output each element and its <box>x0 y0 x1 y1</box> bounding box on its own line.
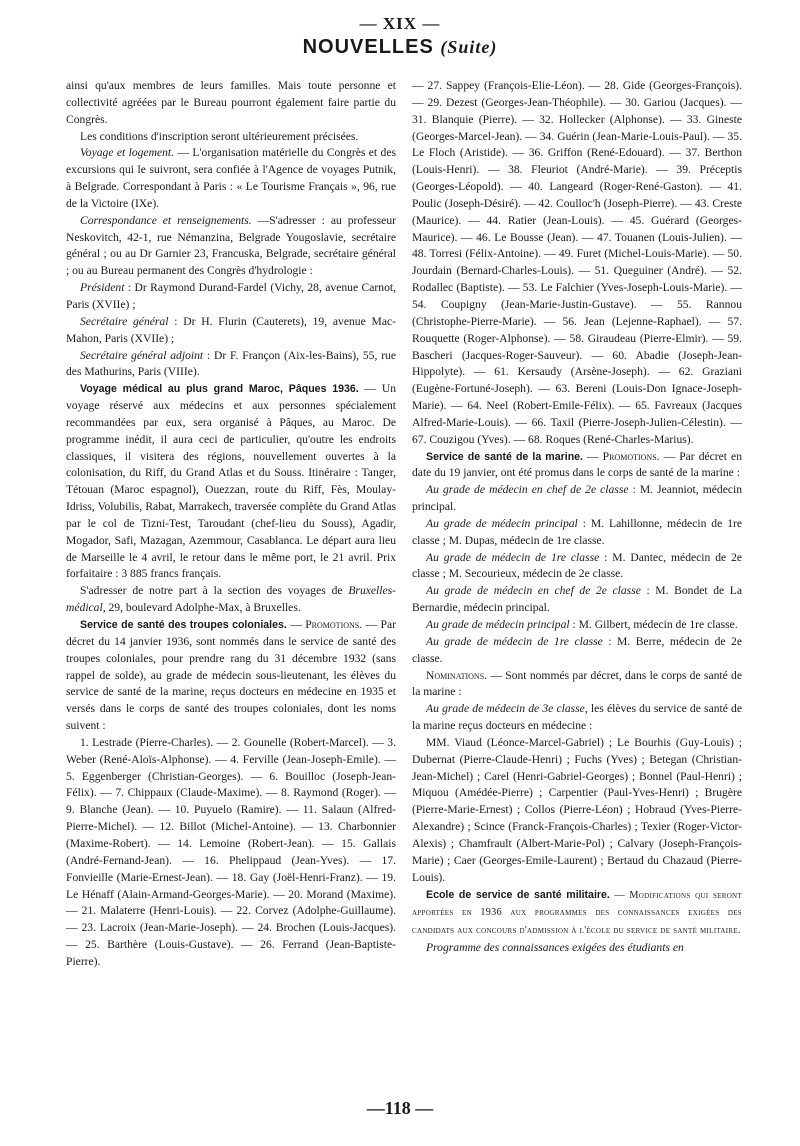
paragraph <box>412 449 742 483</box>
paragraph <box>412 550 742 584</box>
paragraph <box>66 314 396 348</box>
paragraph <box>66 348 396 382</box>
paragraph-heading: Correspondance et renseignements. <box>80 213 252 227</box>
section-title-text: NOUVELLES <box>302 36 434 58</box>
names-list: MM. Viaud (Léonce-Marcel-Gabriel) ; Le Bourhis (Guy-Louis) ; Dubernat (Pierre-Claude-Henri) ; Fuchs (Yves) ; Betegan (Christian-Jean-Michel) ; Carel (Henri-Gabriel-Georges) ; Bonnel (Paul-Henri) ; Miquou (Amédée-Pierre) ; Carpentier (Paul-Yves-Henri) ; Brugère (Pierre-Marie-Ernest) ; Collos (Pierre-Léon) ; Hobraud (Yves-Pierre-Alexandre) ; Scince (Franck-François-Charles) ; Texier (Roger-Victor-Alexis) ; Chamfrault (Albert-Marie-Pol) ; Calvary (Joseph-François-Marie) ; Caer (Georges-Emile-Laurent) ; Bertaud du Chazaud (Pierre-Louis). <box>412 735 742 884</box>
news-heading: Ecole de service de santé militaire. <box>426 888 610 901</box>
news-heading: Voyage médical au plus grand Maroc, Pâques 1936. <box>80 383 359 396</box>
paragraph-text: : M. Dantec, médecin de 2e classe ; M. Secourieux, médecin de 2e classe. <box>412 550 743 581</box>
paragraph-text: : Dr H. Flurin (Cauterets), 19, avenue Mac-Mahon, Paris (XVIIe) ; <box>66 314 396 345</box>
paragraph <box>412 887 742 941</box>
grade-label: Au grade de médecin en chef de 2e classe <box>426 483 629 497</box>
grade-label: Au grade de médecin en chef de 2e classe <box>426 584 641 598</box>
paragraph-text: —S'adresser : au professeur Neskovitch, 42-1, rue Némanzina, Belgrade Yougoslavie, secrétaire général ; ou au Dr Garnier 23, Francuska, Belgrade, secrétaire général ; ou au Bureau permanent des Congrès d'hydrologie : <box>66 213 396 278</box>
paragraph <box>412 516 742 550</box>
paragraph-text: — L'organisation matérielle du Congrès et des excursions qui le suivront, sera confiée à l'Agence de voyages Putnik, à Belgrade. Correspondant à Paris : « Le Tourisme Français », 96, rue de la Victoire (IXe). <box>66 146 396 210</box>
news-heading: Service de santé de la marine. <box>426 450 583 463</box>
grade-label: Au grade de médecin principal <box>426 618 570 631</box>
paragraph: ainsi qu'aux membres de leurs familles. Mais toute personne et collectivité agréées par le Bureau pourront également faire partie du Congrès. <box>66 79 396 126</box>
paragraph <box>412 940 742 957</box>
paragraph-text: : Dr F. Françon (Aix-les-Bains), 55, rue des Mathurins, Paris (VIIIe). <box>66 348 396 379</box>
paragraph-heading: Président <box>80 281 125 295</box>
paragraph-text: — Un voyage réservé aux médecins et aux personnes spécialement recommandées par eux, sera organisé à Pâques, au Maroc. De programme inédit, il aura ceci de particulier, qu'outre les endroits classiques, il visitera des régions, nouvellement ouvertes à la colonisation, du Riff, du Grand Atlas et du Souss. Itinéraire : Tanger, Tétouan (Maroc espagnol), Ouezzan, route du Riff, Fès, Moulay-Idriss, Volubilis, Rabat, Marrakech, traversée complète du Grand Atlas par le col de Tizni-Test, Taroudant (chef-lieu du Souss), Agadir, Mogador, Safi, Mazagan, Azemmour, Casablanca. Le départ aura lieu de Marseille le 4 avril, le retour dans le même port, le 21 avril. Prix forfaitaire : 3 885 francs français. <box>66 382 397 581</box>
paragraph-subheading: — Promotions. <box>286 618 363 631</box>
paragraph-text: les élèves du service de santé de la marine reçus docteurs en médecine : <box>412 702 743 733</box>
paragraph-subheading: Nominations. <box>426 668 488 682</box>
paragraph-heading: Voyage et logement. <box>80 146 175 160</box>
paragraph <box>66 381 396 583</box>
paragraph-text: — Par décret en date du 19 janvier, ont été promus dans le corps de santé de la marine : <box>412 449 742 480</box>
paragraph-heading: Secrétaire général adjoint <box>80 348 204 362</box>
paragraph <box>66 280 396 314</box>
paragraph <box>412 701 742 735</box>
paragraph-text: : M. Jeanniot, médecin principal. <box>412 483 742 514</box>
right-column <box>412 78 742 957</box>
paragraph <box>412 634 742 668</box>
grade-label: Au grade de médecin de 1re classe <box>426 550 600 564</box>
paragraph <box>66 213 396 280</box>
paragraph <box>66 145 396 212</box>
left-column <box>66 78 396 971</box>
section-title <box>0 36 800 59</box>
paragraph-heading: Secrétaire général <box>80 314 169 328</box>
paragraph <box>412 668 742 702</box>
page-number: —118 — <box>366 1098 434 1118</box>
paragraph-text: — Sont nommés par décret, dans le corps de santé de la marine : <box>412 668 742 699</box>
paragraph-text: : M. Bondet de La Bernardie, médecin principal. <box>412 584 742 615</box>
paragraph-text: S'adresser de notre part à la section des voyages de <box>80 584 349 598</box>
paragraph-text: : Dr Raymond Durand-Fardel (Vichy, 28, avenue Carnot, Paris (XVIIe) ; <box>66 281 396 311</box>
paragraph <box>66 617 396 735</box>
names-list: — 27. Sappey (François-Elie-Léon). — 28. Gide (Georges-François). — 29. Dezest (Georges-Jean-Théophile). — 30. Gariou (Jacques). — 31. Blanquie (Pierre). — 32. Hollecker (Alphonse). — 33. Gineste (Georges-Marcel-Jean). — 34. Guérin (Jean-Marie-Louis-Paul). — 35. Le Floch (Aristide). — 36. Griffon (René-Edouard). — 37. Berthon (Louis-Henri). — 38. Fleuriot (André-Marie). — 39. Préceptis (Georges-Léopold). — 40. Langeard (Roger-René-Gaston). — 41. Poulic (Joseph-Désiré). — 42. Coulloc'h (Joseph-Pierre). — 43. Creste (Maurice). — 44. Ratier (Jean-Louis). — 45. Guérard (Georges-Maurice). — 46. Le Bousse (Jean). — 47. Touanen (Louis-Julien). — 48. Torresi (Félix-Antoine). — 49. Furet (Michel-Louis-Marie). — 50. Jourdain (Bernard-Charles-Louis). — 51. Queguiner (André). — 52. Rodallec (Baptiste). — 53. Le Falchier (Yves-Joseph-Louis-Marie). — 54. Coupigny (Jean-Marie-Justin-Gustave). — 55. Rannou (Christophe-Pierre-Marie). — 56. Jean (Lejenne-Raphael). — 57. Rouquette (Roger-Alphonse). — 58. Giraudeau (Pierre-Elmir). — 59. Bascheri (Jacques-Roger-Sauveur). — 60. Abadie (Joseph-Jean-Hippolyte). — 61. Kersaudy (Arsène-Joseph). — 62. Graziani (Eugène-Fortuné-Joseph). — 63. Bereni (Louis-Don Ignace-Joseph-Marie). — 64. Neel (Robert-Emile-Félix). — 65. Favreaux (Jacques Alfred-Marie-Louis). — 66. Taxil (Pierre-Joseph-Julien-Célestin). — 67. Couzigou (Yves). — 68. Roques (René-Charles-Marius). <box>412 79 742 446</box>
paragraph-text: Programme des connaissances exigées des étudiants en <box>426 941 684 955</box>
paragraph-subheading: — Modifications qui seront apportées en 1936 aux programmes des connaissances exigées des candidats aux concours d'admission à l'école du service de santé militaire. <box>412 889 742 937</box>
paragraph <box>412 482 742 516</box>
paragraph-text: : M. Berre, médecin de 2e classe. <box>412 634 742 665</box>
paragraph-text: — Par décret du 14 janvier 1936, sont nommés dans le service de santé des troupes coloniales, pour prendre rang du 31 décembre 1932 (sans rappel de solde), au grade de médecin sous-lieutenant, les élèves du service de santé de la marine, reçus docteurs en médecine en 1935 et versés dans le corps de santé des troupes coloniales, dont les noms suivent : <box>66 618 396 733</box>
paragraph <box>412 617 742 634</box>
paragraph-text: : M. Gilbert, médecin de 1re classe. <box>569 618 738 631</box>
grade-label: Au grade de médecin de 3e classe, <box>426 702 588 716</box>
paragraph <box>412 583 742 617</box>
paragraph-subheading: — Promotions. <box>583 449 660 463</box>
paragraph-text: 29, boulevard Adolphe-Max, à Bruxelles. <box>105 601 301 615</box>
journal-name: Bruxelles-médical, <box>66 584 396 615</box>
paragraph: Les conditions d'inscription seront ultérieurement précisées. <box>80 129 359 143</box>
grade-label: Au grade de médecin de 1re classe <box>426 634 603 648</box>
paragraph <box>66 583 396 617</box>
grade-label: Au grade de médecin principal <box>426 516 578 530</box>
page-header-roman: — XIX — <box>359 14 441 33</box>
paragraph-text: : M. Lahillonne, médecin de 1re classe ; M. Dupas, médecin de 1re classe. <box>412 516 742 547</box>
news-heading: Service de santé des troupes coloniales. <box>80 619 287 631</box>
section-title-suite: (Suite) <box>440 37 498 57</box>
names-list: 1. Lestrade (Pierre-Charles). — 2. Gounelle (Robert-Marcel). — 3. Weber (René-Aloïs-Alphonse). — 4. Ferville (Jean-Joseph-Emile). — 5. Eggenberger (Christian-Georges). — 6. Bouilloc (Joseph-Jean-Félix). — 7. Chippaux (Claude-Maxime). — 8. Raymond (Roger). — 9. Blanche (Jean). — 10. Puyuelo (Ramire). — 11. Salaun (Alfred-Pierre-Michel). — 12. Billot (Michel-Antoine). — 13. Charbonnier (Maxime-Robert). — 14. Lemoine (Robert-Jean). — 15. Gallais (André-Fernand-Jean). — 16. Phelippaud (Jean-Yves). — 17. Fonvieille (Marie-Ernest-Jean). — 18. Gay (Joël-Henri-Franz). — 19. Le Hénaff (Alain-Armand-Georges-Marie). — 20. Morand (Maxime). — 21. Malaterre (Henri-Louis). — 22. Corvez (Adolphe-Guillaume). — 23. Lacroix (Jean-Marie-Joseph). — 24. Brochen (Louis-Jacques). — 25. Barthère (Louis-Gustave). — 26. Ferrand (Jean-Baptiste-Pierre). <box>66 735 396 968</box>
